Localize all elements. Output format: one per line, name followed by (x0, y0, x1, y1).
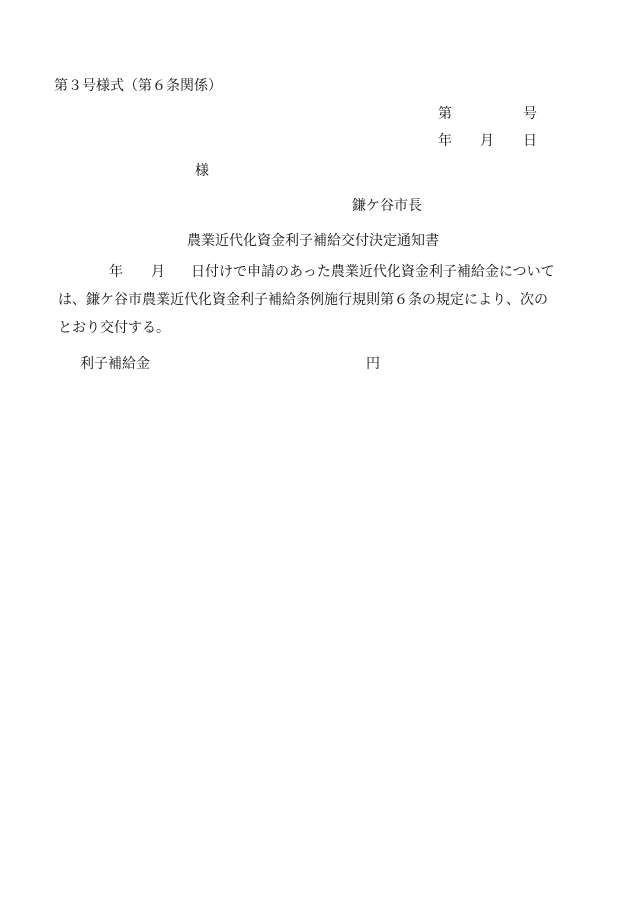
amount-unit: 円 (366, 356, 380, 372)
document-number-suffix: 号 (523, 106, 537, 122)
body-date-month: 月 (151, 264, 165, 280)
document-number-prefix: 第 (438, 106, 452, 122)
addressee-honorific: 様 (195, 163, 209, 179)
amount-label: 利子補給金 (80, 356, 150, 372)
body-line-3: とおり交付する。 (58, 320, 170, 336)
body-line-2: は、鎌ケ谷市農業近代化資金利子補給条例施行規則第６条の規定により、次の (58, 292, 548, 308)
body-line-1-text: 日付けで申請のあった農業近代化資金利子補給金について (191, 264, 555, 280)
body-date-year: 年 (109, 264, 123, 280)
body-paragraph (58, 258, 580, 342)
issuer-name: 鎌ケ谷市長 (352, 198, 422, 214)
body-line-1 (58, 258, 580, 286)
issue-date-year: 年 (438, 133, 452, 149)
document-title: 農業近代化資金利子補給交付決定通知書 (187, 233, 439, 249)
issue-date-day: 日 (523, 133, 537, 149)
form-number-label: 第３号様式（第６条関係） (54, 78, 222, 94)
issue-date-month: 月 (480, 133, 494, 149)
